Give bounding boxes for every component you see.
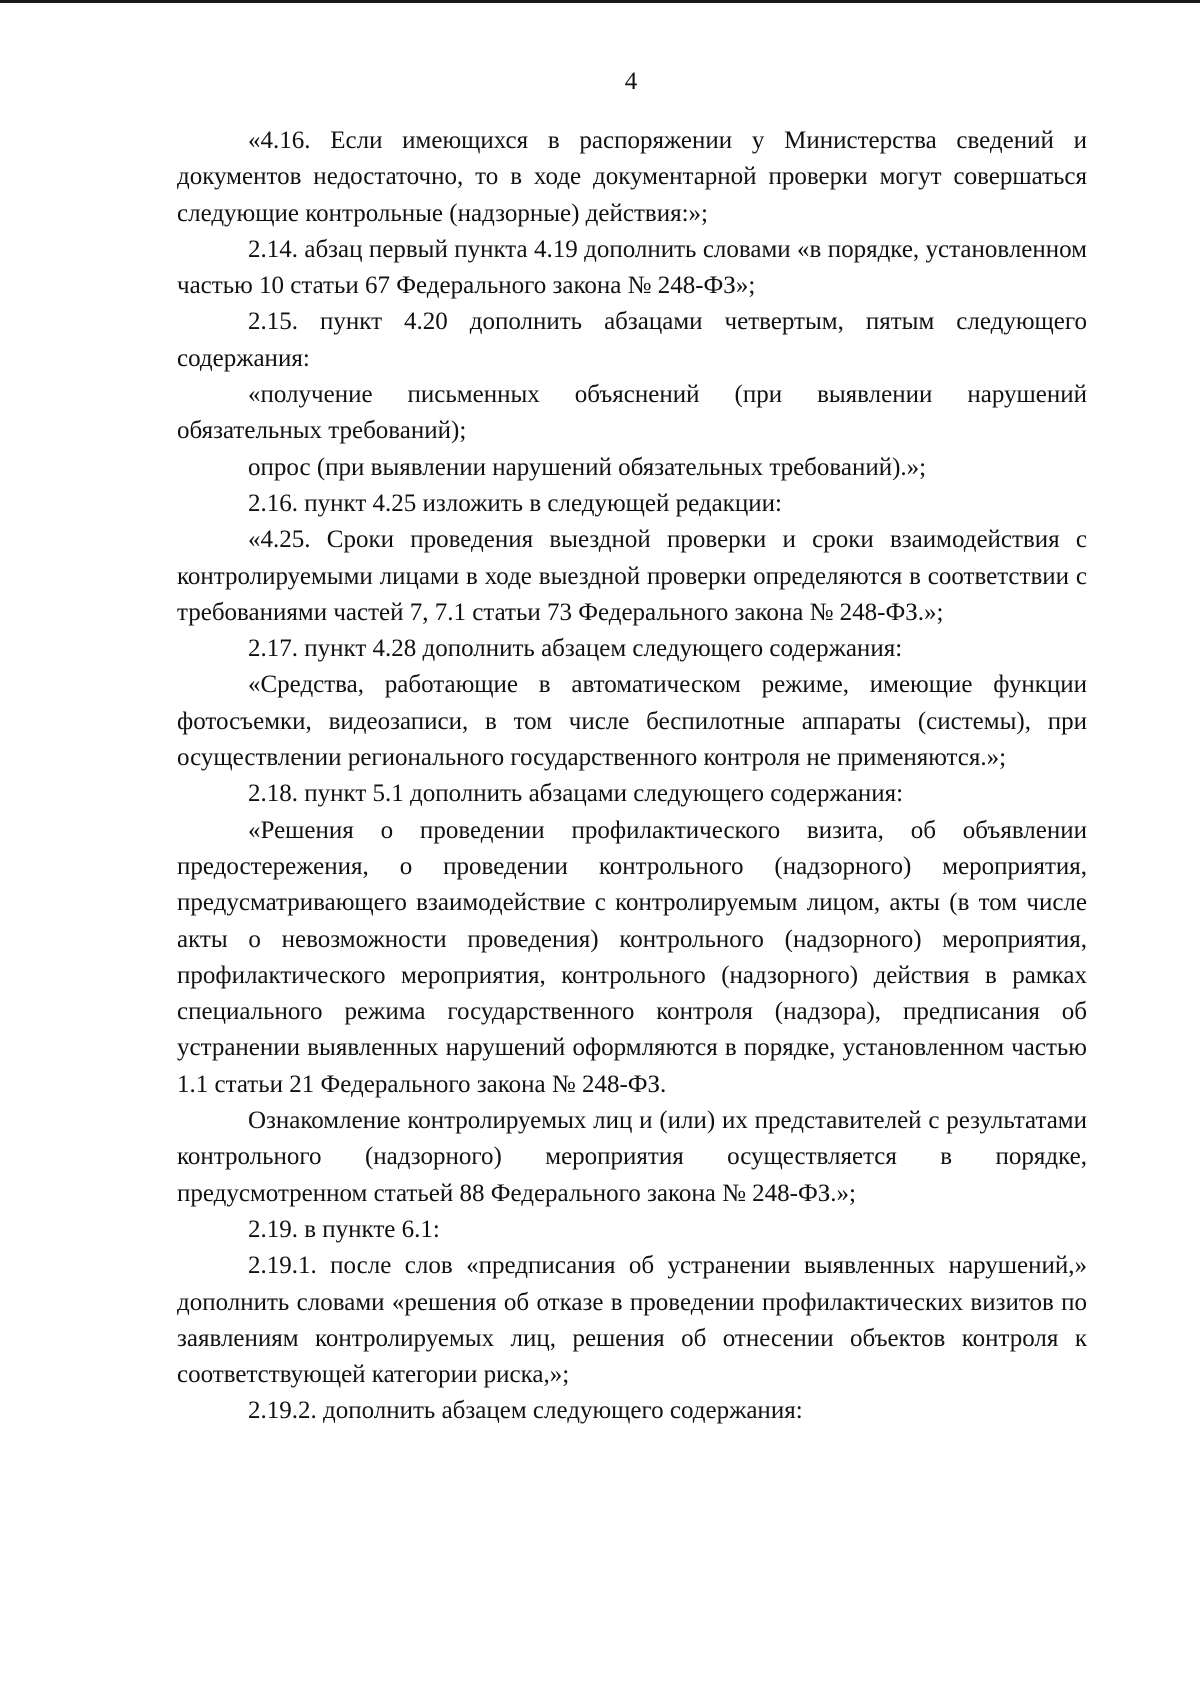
paragraph-item-2-16: 2.16. пункт 4.25 изложить в следующей редакции: <box>248 489 782 517</box>
paragraph-item-2-19: 2.19. в пункте 6.1: <box>248 1215 440 1243</box>
paragraph-quote-automatic-means: «Средства, работающие в автоматическом режиме, имеющие функции фотосъемки, видеозаписи, в том числе беспилотные аппараты (системы), при осуществлении регионального государственного контроля не применяются.»; <box>177 671 1087 772</box>
page-top-edge <box>0 0 1200 3</box>
paragraph-familiarization: Ознакомление контролируемых лиц и (или) их представителей с результатами контрольного (надзорного) мероприятия осуществляется в порядке, предусмотренном статьей 88 Федерального закона № 248-ФЗ.»; <box>177 1107 1087 1207</box>
paragraph-quote-4-25: «4.25. Сроки проведения выездной проверки и сроки взаимодействия с контролируемыми лицами в ходе выездной проверки определяются в соответствии с требованиями частей 7, 7.1 статьи 73 Федерального закона № 248-ФЗ.»; <box>177 526 1087 626</box>
paragraph-quote-4-16: «4.16. Если имеющихся в распоряжении у Министерства сведений и документов недостаточно, то в ходе документарной проверки могут совершаться следующие контрольные (надзорные) действия:»; <box>177 127 1087 227</box>
paragraph-item-2-17: 2.17. пункт 4.28 дополнить абзацем следующего содержания: <box>248 635 903 663</box>
paragraph-item-2-18: 2.18. пункт 5.1 дополнить абзацами следующего содержания: <box>248 780 904 808</box>
paragraph-quote-written-explanations: «получение письменных объяснений (при выявлении нарушений обязательных требований); <box>177 381 1087 445</box>
page-number: 4 <box>624 68 638 95</box>
paragraph-item-2-14: 2.14. абзац первый пункта 4.19 дополнить словами «в порядке, установленном частью 10 статьи 67 Федерального закона № 248-ФЗ»; <box>177 235 1087 300</box>
document-body <box>177 123 1087 1430</box>
paragraph-item-2-15: 2.15. пункт 4.20 дополнить абзацами четвертым, пятым следующего содержания: <box>177 308 1087 372</box>
paragraph-quote-decisions: «Решения о проведении профилактического визита, об объявлении предостережения, о проведении контрольного (надзорного) мероприятия, предусматривающего взаимодействие с контролируемым лицом, акты (в том числе акты о невозможности проведения) контрольного (надзорного) мероприятия, профилактического мероприятия, контрольного (надзорного) действия в рамках специального режима государственного контроля (надзора), предписания об устранении выявленных нарушений оформляются в порядке, установленном частью 1.1 статьи 21 Федерального закона № 248-ФЗ. <box>177 816 1087 1098</box>
paragraph-item-2-19-2: 2.19.2. дополнить абзацем следующего содержания: <box>248 1397 803 1425</box>
paragraph-item-2-19-1: 2.19.1. после слов «предписания об устранении выявленных нарушений,» дополнить словами «решения об отказе в проведении профилактических визитов по заявлениям контролируемых лиц, решения об отнесении объектов контроля к соответствующей категории риска,»; <box>177 1252 1087 1389</box>
paragraph-quote-survey: опрос (при выявлении нарушений обязательных требований).»; <box>248 453 927 481</box>
